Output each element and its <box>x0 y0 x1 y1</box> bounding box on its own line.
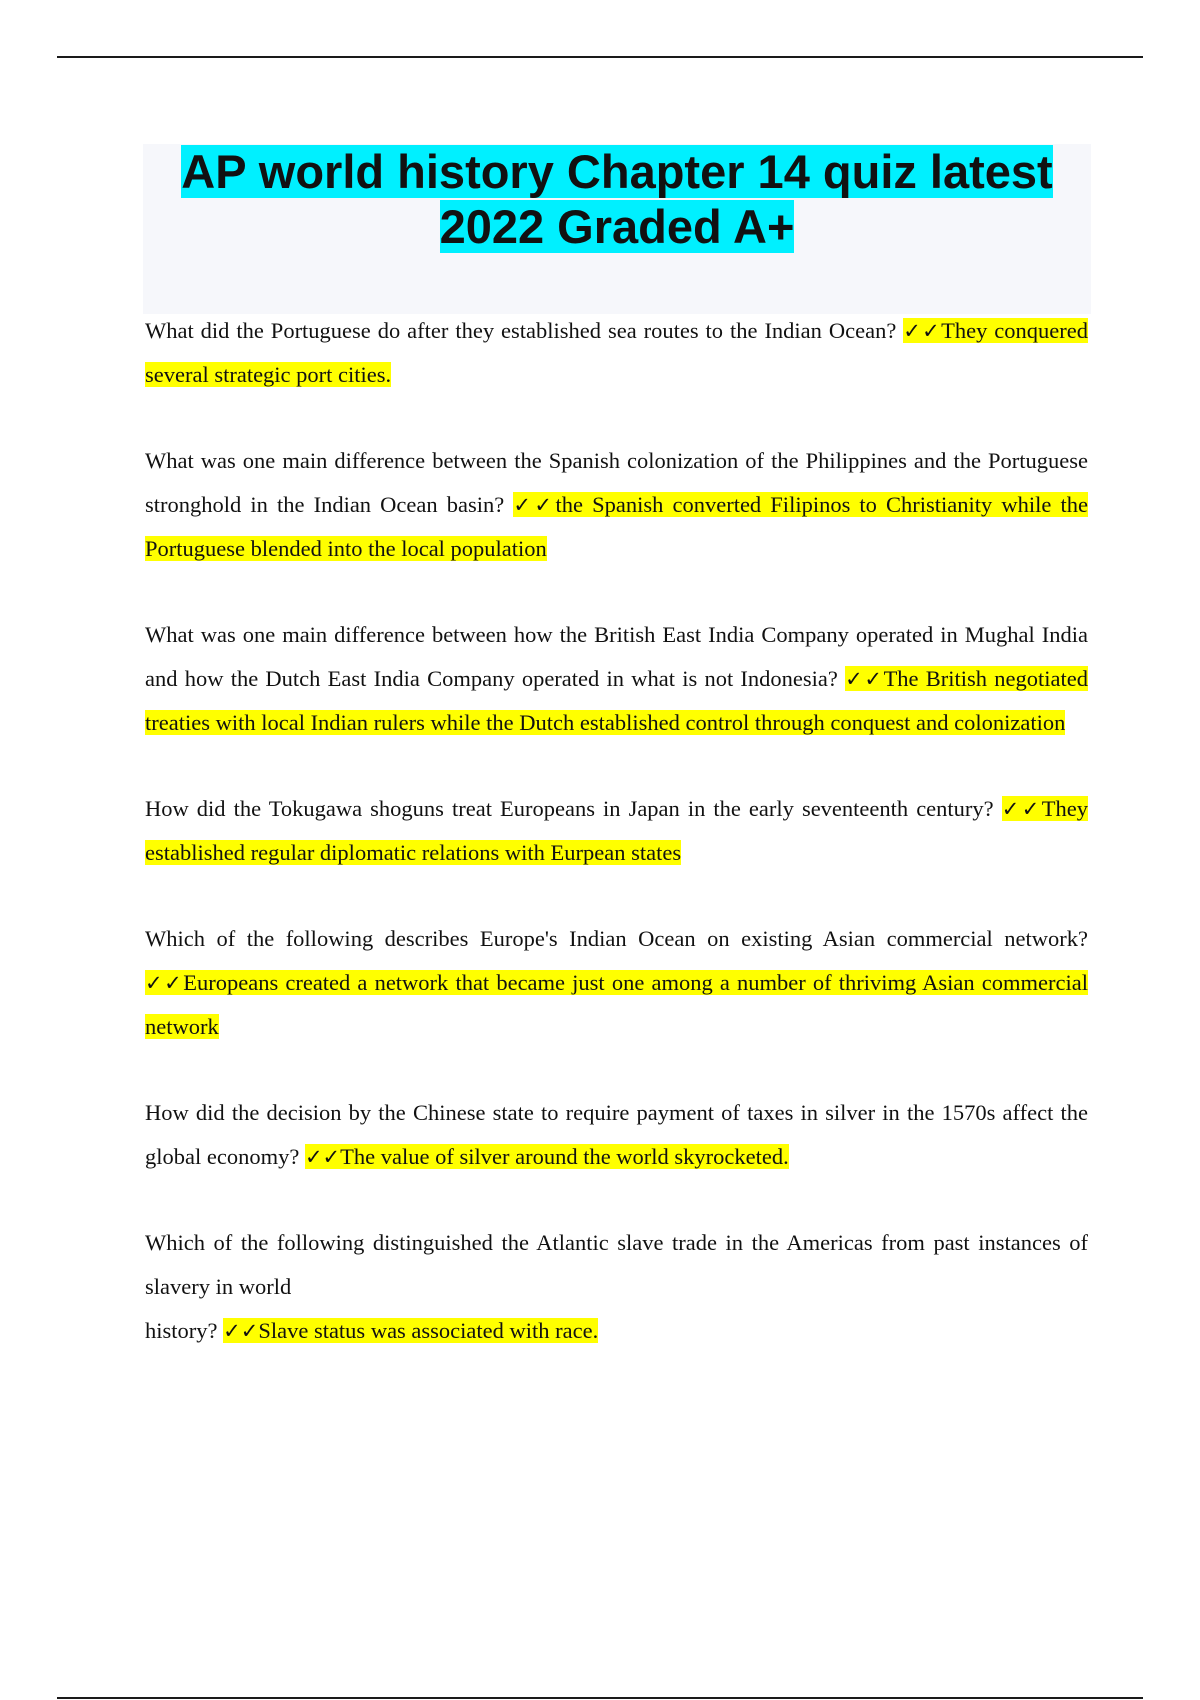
bottom-rule <box>57 1697 1143 1699</box>
qa-list <box>145 309 1088 1395</box>
double-check-icon: ✓✓ <box>1001 797 1042 821</box>
question-text: Which of the following describes Europe's Indian Ocean on existing Asian commercial network? <box>145 926 1088 951</box>
title-line-1: AP world history Chapter 14 quiz latest <box>181 145 1053 198</box>
qa-item-1 <box>145 309 1088 397</box>
answer-text <box>223 1318 598 1343</box>
question-text-part-1: Which of the following distinguished the Atlantic slave trade in the Americas from past instances of slavery in world <box>145 1230 1088 1299</box>
qa-item-6 <box>145 1091 1088 1179</box>
answer-text <box>145 970 1088 1039</box>
answer-value: The value of silver around the world skyrocketed. <box>340 1144 789 1169</box>
question-text: How did the decision by the Chinese state to require payment of taxes in silver in the 1570s affect the global economy? <box>145 1100 1088 1169</box>
qa-item-4 <box>145 787 1088 875</box>
question-text: What was one main difference between the Spanish colonization of the Philippines and the Portuguese stronghold in the Indian Ocean basin? <box>145 448 1088 517</box>
answer-value: the Spanish converted Filipinos to Christianity while the Portuguese blended into the local population <box>145 492 1088 561</box>
qa-item-3 <box>145 613 1088 745</box>
question-text: How did the Tokugawa shoguns treat Europeans in Japan in the early seventeenth century? <box>145 796 1002 821</box>
double-check-icon: ✓✓ <box>145 971 184 995</box>
document-title <box>143 144 1091 254</box>
double-check-icon: ✓✓ <box>513 493 556 517</box>
question-text: What was one main difference between how the British East India Company operated in Mughal India and how the Dutch East India Company operated in what is not Indonesia? <box>145 622 1088 691</box>
qa-item-2 <box>145 439 1088 571</box>
double-check-icon: ✓✓ <box>223 1319 259 1343</box>
qa-item-7 <box>145 1221 1088 1353</box>
answer-value: The British negotiated treaties with local Indian rulers while the Dutch established control through conquest and colonization <box>145 666 1088 735</box>
double-check-icon: ✓✓ <box>903 319 942 343</box>
answer-text <box>305 1144 789 1169</box>
answer-value: Slave status was associated with race. <box>258 1318 599 1343</box>
double-check-icon: ✓✓ <box>845 667 884 691</box>
double-check-icon: ✓✓ <box>304 1145 341 1169</box>
qa-item-5 <box>145 917 1088 1049</box>
top-rule <box>57 56 1143 58</box>
title-line-2: 2022 Graded A+ <box>439 200 795 253</box>
answer-value: Europeans created a network that became just one among a number of thrivimg Asian commercial network <box>145 970 1088 1039</box>
question-text-part-2: history? <box>145 1318 224 1343</box>
answer-value: They established regular diplomatic relations with Eurpean states <box>145 796 1088 865</box>
question-text: What did the Portuguese do after they established sea routes to the Indian Ocean? <box>145 318 904 343</box>
answer-value: They conquered several strategic port cities. <box>145 318 1088 387</box>
